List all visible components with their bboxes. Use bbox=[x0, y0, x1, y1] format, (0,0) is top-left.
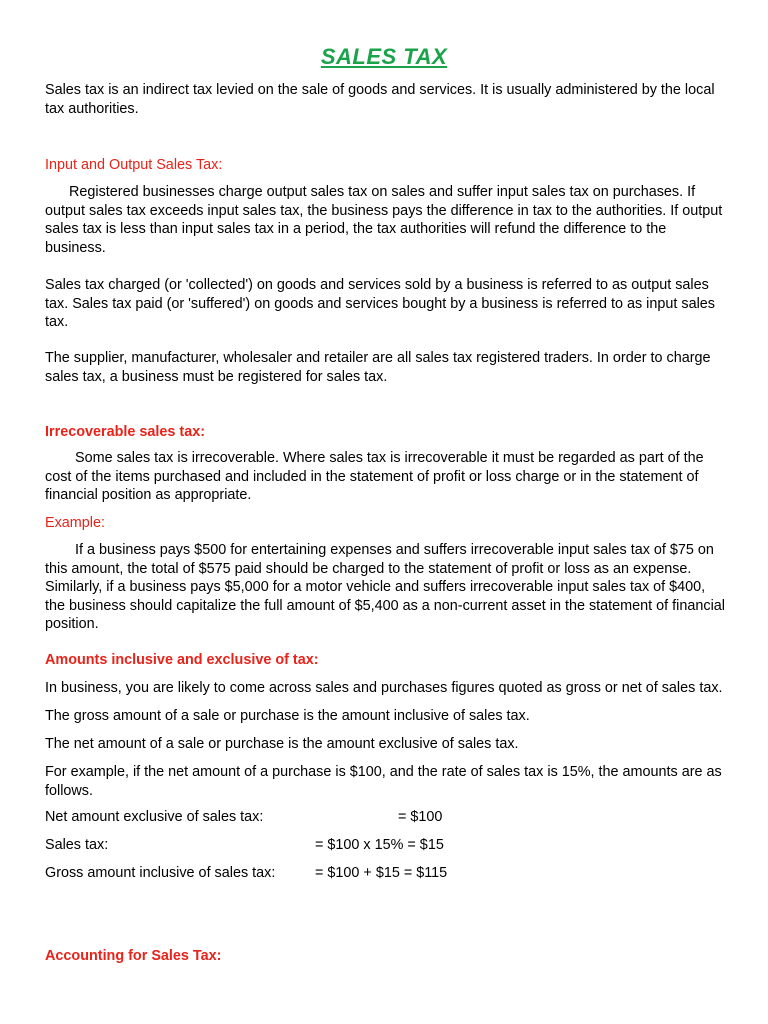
section-heading-accounting: Accounting for Sales Tax: bbox=[45, 948, 222, 964]
amounts-line-3: The net amount of a sale or purchase is the amount exclusive of sales tax. bbox=[45, 736, 519, 752]
paragraph-registered-traders: The supplier, manufacturer, wholesaler and retailer are all sales tax registered traders. In order to charge sales tax, a business must be registered for sales tax. bbox=[45, 350, 711, 385]
section-heading-irrecoverable: Irrecoverable sales tax: bbox=[45, 424, 205, 440]
calc-row-net-label: Net amount exclusive of sales tax: bbox=[45, 809, 264, 825]
calc-row-gross-label: Gross amount inclusive of sales tax: bbox=[45, 865, 276, 881]
example-label: Example: bbox=[45, 515, 105, 531]
paragraph-output-definition: Sales tax charged (or 'collected') on goods and services sold by a business is referred to as output sales tax. Sales tax paid (or 'suffered') on goods and services bought by a business is referred to as input sales tax. bbox=[45, 277, 715, 330]
calc-row-gross-value: = $100 + $15 = $115 bbox=[315, 865, 448, 881]
amounts-line-4: For example, if the net amount of a purchase is $100, and the rate of sales tax is 15%, the amounts are as follows. bbox=[45, 764, 722, 799]
calc-row-tax-label: Sales tax: bbox=[45, 837, 109, 853]
amounts-line-1: In business, you are likely to come across sales and purchases figures quoted as gross or net of sales tax. bbox=[45, 680, 723, 696]
section-heading-amounts: Amounts inclusive and exclusive of tax: bbox=[45, 652, 319, 668]
paragraph-irrecoverable: Some sales tax is irrecoverable. Where sales tax is irrecoverable it must be regarded as part of the cost of the items purchased and included in the statement of profit or loss charge or in the statement of financial position as appropriate. bbox=[45, 450, 704, 503]
calc-row-tax-value: = $100 x 15% = $15 bbox=[315, 837, 444, 853]
section-heading-input-output: Input and Output Sales Tax: bbox=[45, 157, 223, 173]
paragraph-input-output: Registered businesses charge output sales tax on sales and suffer input sales tax on purchases. If output sales tax exceeds input sales tax, the business pays the difference in tax to the authorities. If output sales tax is less than input sales tax in a period, the tax authorities will refund the difference to the business. bbox=[45, 184, 723, 256]
paragraph-example: If a business pays $500 for entertaining expenses and suffers irrecoverable input sales tax of $75 on this amount, the total of $575 paid should be charged to the statement of profit or loss as an expense. Similarly, if a business pays $5,000 for a motor vehicle and suffers irrecoverable input sales tax of $400, the business should capitalize the full amount of $5,400 as a non-current asset in the statement of financial position. bbox=[45, 542, 725, 632]
intro-paragraph: Sales tax is an indirect tax levied on the sale of goods and services. It is usually administered by the local tax authorities. bbox=[45, 82, 715, 117]
page-title: SALES TAX bbox=[320, 44, 448, 69]
amounts-line-2: The gross amount of a sale or purchase is the amount inclusive of sales tax. bbox=[45, 708, 530, 724]
calc-row-net-value: = $100 bbox=[398, 809, 443, 825]
